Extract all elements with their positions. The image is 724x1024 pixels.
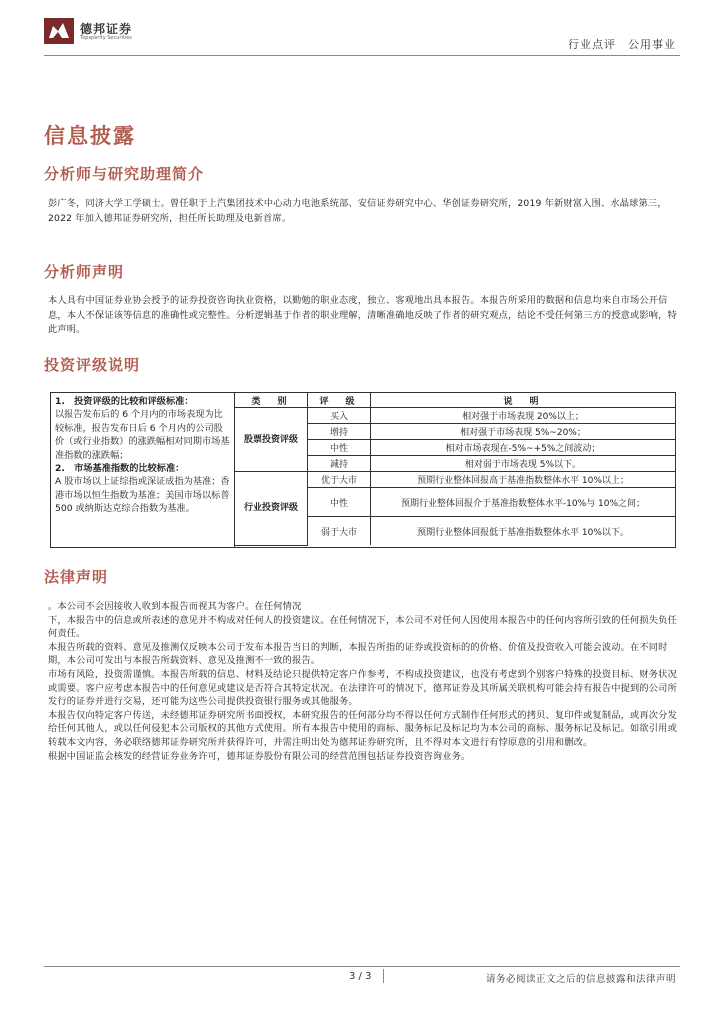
col-level: 评 级 [308, 393, 371, 408]
legal-heading: 法律声明 [44, 568, 109, 586]
rating-level: 弱于大市 [308, 517, 371, 546]
industry-category: 行业投资评级 [235, 472, 308, 546]
logo-text-cn: 德邦证券 [80, 22, 133, 36]
rating-table-box [50, 392, 676, 548]
col-category: 类 别 [235, 393, 308, 408]
rating-level: 减持 [308, 456, 371, 472]
criteria-title-2: 2. 市场基准指数的比较标准： [55, 463, 185, 475]
rating-level: 增持 [308, 424, 371, 440]
table-row [235, 408, 675, 424]
rating-level: 中性 [308, 488, 371, 517]
company-logo [44, 18, 164, 44]
rating-heading: 投资评级说明 [44, 356, 141, 374]
rating-level: 中性 [308, 440, 371, 456]
logo-icon [44, 18, 74, 44]
legal-paragraph: 本报告仅向特定客户传送，未经德邦证券研究所书面授权，本研究报告的任何部分均不得以任何方式制作任何形式的拷贝、复印件或复制品，或再次分发给任何其他人，或以任何侵犯本公司版权的其他方式使用。所有本报告中使用的商标、服务标记及标记均为本公司的商标、服务标记及标记。如欲引用或转载本文内容，务必联络德邦证券研究所并获得许可，并需注明出处为德邦证券研究所，且不得对本文进行有悖原意的引用和删改。 [48, 709, 677, 748]
rating-level: 买入 [308, 408, 371, 424]
legal-paragraph: 。本公司不会因接收人收到本报告而视其为客户。在任何情况 [48, 601, 302, 612]
rating-desc: 相对市场表现在-5%~+5%之间波动； [371, 440, 676, 456]
criteria-text-1: 以报告发布后的 6 个月内的市场表现为比较标准，报告发布日后 6 个月内的公司股价（或行业指数）的涨跌幅相对同期市场基准指数的涨跌幅； [55, 409, 230, 461]
report-category: 行业点评 公用事业 [568, 38, 676, 51]
criteria-text-2: A 股市场以上证综指或深证成指为基准；香港市场以恒生指数为基准；美国市场以标普 500 或纳斯达克综合指数为基准。 [55, 476, 230, 515]
col-description: 说 明 [371, 393, 676, 408]
legal-paragraph: 市场有风险，投资需谨慎。本报告所载的信息、材料及结论只提供特定客户作参考，不构成投资建议，也没有考虑到个别客户特殊的投资目标、财务状况或需要。客户应考虑本报告中的任何意见或建议是否符合其特定状况。在法律许可的情况下，德邦证券及其所属关联机构可能会持有报告中提到的公司所发行的证券并进行交易，还可能为这些公司提供投资银行服务或其他服务。 [48, 668, 677, 708]
rating-desc: 相对弱于市场表现 5%以下。 [371, 456, 676, 472]
rating-criteria [51, 393, 235, 547]
stock-category: 股票投资评级 [235, 408, 308, 472]
page-title: 信息披露 [44, 124, 136, 148]
logo-text-en: Topsperity Securities [80, 35, 132, 41]
footer-separator [383, 969, 384, 983]
rating-desc: 预期行业整体回报低于基准指数整体水平 10%以下。 [371, 517, 676, 546]
rating-desc: 预期行业整体回报高于基准指数整体水平 10%以上； [371, 472, 676, 488]
rating-table [235, 393, 675, 546]
page-number: 3 / 3 [349, 971, 372, 982]
criteria-title-1: 1. 投资评级的比较和评级标准： [55, 396, 194, 407]
statement-heading: 分析师声明 [44, 263, 125, 281]
statement-text: 本人具有中国证券业协会授予的证券投资咨询执业资格，以勤勉的职业态度，独立、客观地出具本报告。本报告所采用的数据和信息均来自市场公开信息，本人不保证该等信息的准确性或完整性。分析逻辑基于作者的职业理解，清晰准确地反映了作者的研究观点，结论不受任何第三方的授意或影响，特此声明。 [48, 295, 677, 335]
legal-paragraph: 根据中国证监会核发的经营证券业务许可，德邦证券股份有限公司的经营范围包括证券投资咨询业务。 [48, 750, 471, 762]
legal-text [48, 600, 682, 763]
footer-note: 请务必阅读正文之后的信息披露和法律声明 [485, 974, 676, 985]
table-row [235, 472, 675, 488]
rating-desc: 预期行业整体回报介于基准指数整体水平-10%与 10%之间； [371, 488, 676, 517]
analyst-heading: 分析师与研究助理简介 [44, 165, 205, 183]
legal-paragraph: 本报告所载的资料、意见及推测仅反映本公司于发布本报告当日的判断，本报告所指的证券或投资标的的价格、价值及投资收入可能会波动。在不同时期，本公司可发出与本报告所载资料、意见及推测不一致的报告。 [48, 641, 668, 667]
rating-level: 优于大市 [308, 472, 371, 488]
legal-paragraph: 下，本报告中的信息或所表述的意见并不构成对任何人的投资建议。在任何情况下，本公司不对任何人因使用本报告中的任何内容所引致的任何损失负任何责任。 [48, 614, 677, 640]
footer-divider [44, 966, 680, 967]
rating-desc: 相对强于市场表现 20%以上； [371, 408, 676, 424]
header-divider [44, 55, 680, 56]
analyst-text: 彭广冬，同济大学工学硕士。曾任职于上汽集团技术中心动力电池系统部、安信证券研究中心、华创证券研究所，2019 年新财富入围、水晶球第三，2022 年加入德邦证券研究所，担任所长助理及电新首席。 [48, 198, 667, 224]
rating-desc: 相对强于市场表现 5%~20%； [371, 424, 676, 440]
